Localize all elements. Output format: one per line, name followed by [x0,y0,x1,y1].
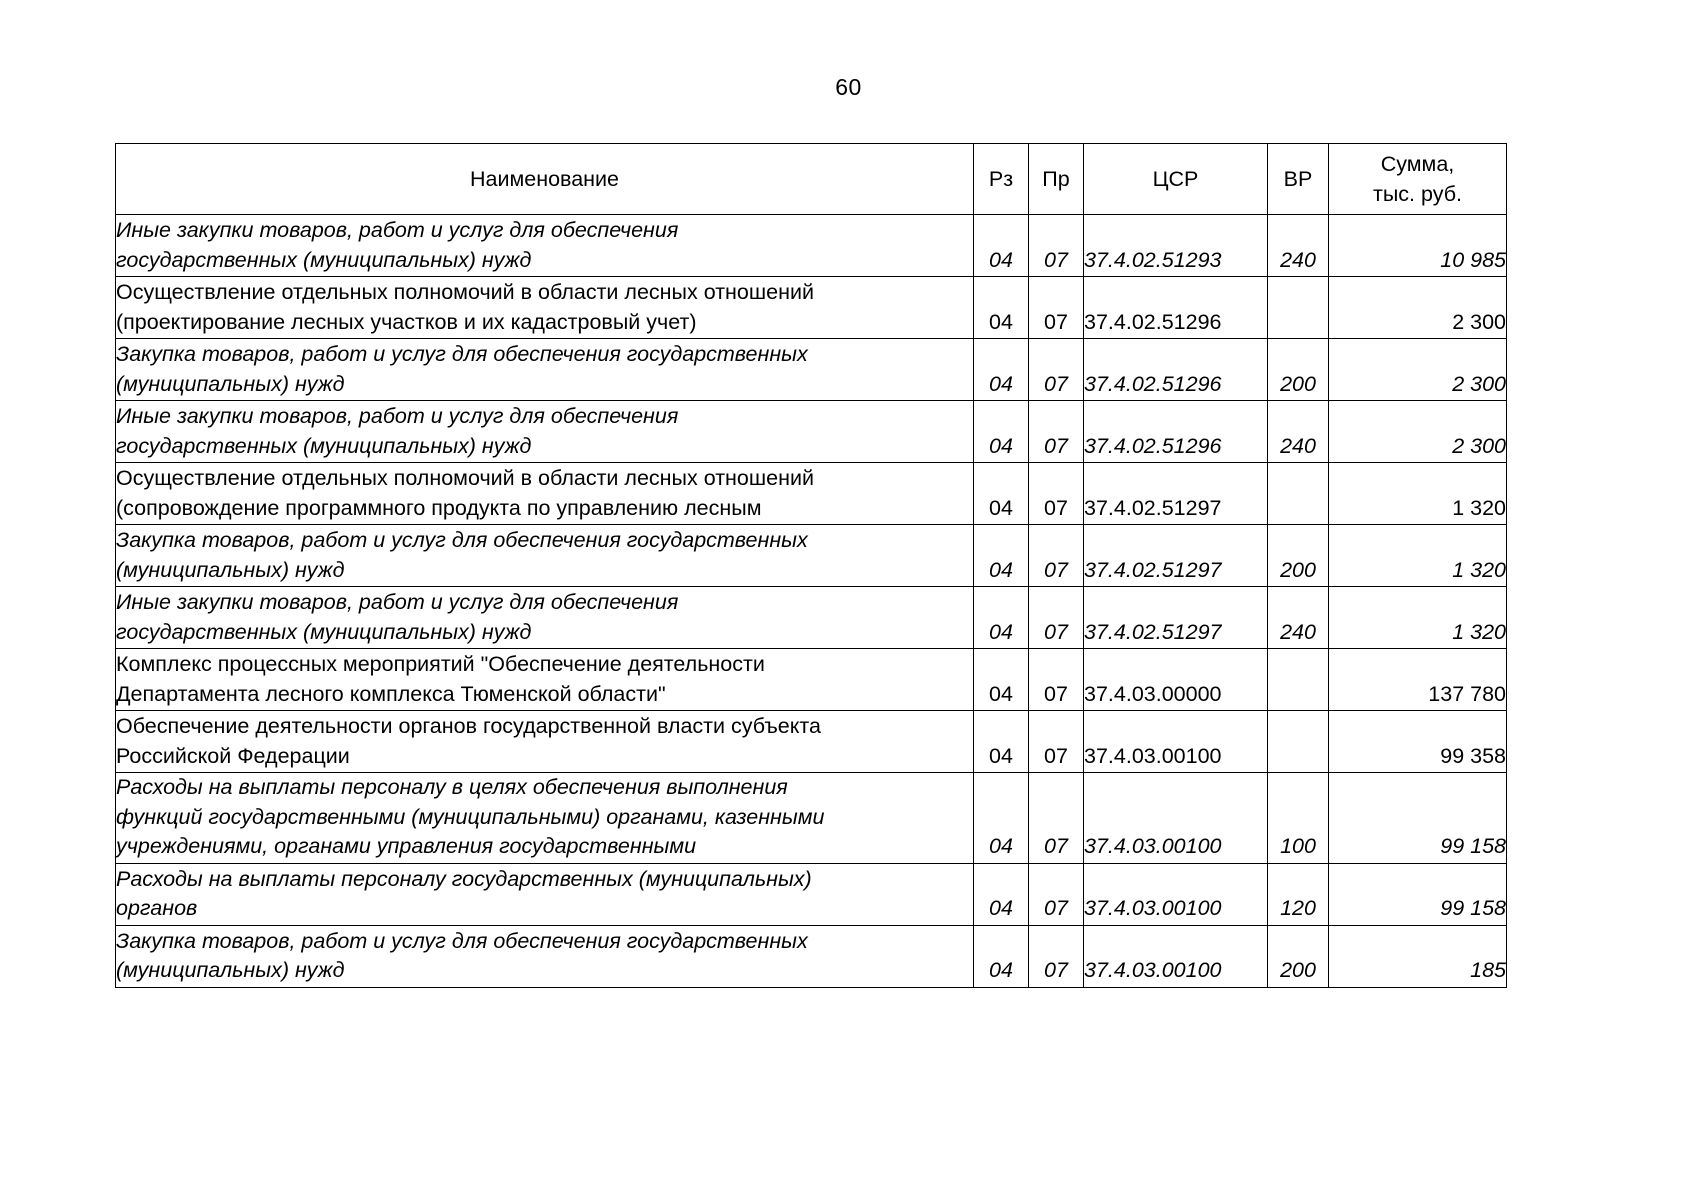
cell-name-line: Иные закупки товаров, работ и услуг для обеспечения [116,404,679,428]
cell-name [116,711,974,773]
cell-pr: 07 [1029,863,1084,925]
cell-name-line: государственных (муниципальных) нужд [116,619,532,644]
cell-name-line: Иные закупки товаров, работ и услуг для обеспечения [116,218,679,242]
cell-rz: 04 [974,401,1029,463]
cell-vr: 200 [1268,525,1329,587]
cell-sum: 99 158 [1329,863,1507,925]
cell-sum: 2 300 [1329,401,1507,463]
cell-pr: 07 [1029,773,1084,864]
cell-sum: 99 158 [1329,773,1507,864]
cell-name-line: Расходы на выплаты персоналу в целях обеспечения выполнения [116,775,788,799]
cell-sum: 2 300 [1329,339,1507,401]
table-row [116,215,1507,277]
table-row [116,463,1507,525]
cell-csr: 37.4.02.51296 [1084,401,1268,463]
cell-vr [1268,649,1329,711]
cell-pr: 07 [1029,925,1084,987]
cell-name [116,925,974,987]
cell-name-line: функций государственными (муниципальными) органами, казенными [116,804,825,829]
cell-csr: 37.4.03.00000 [1084,649,1268,711]
cell-vr: 120 [1268,863,1329,925]
cell-sum: 185 [1329,925,1507,987]
cell-rz: 04 [974,863,1029,925]
cell-name-line: Иные закупки товаров, работ и услуг для обеспечения [116,590,679,614]
cell-name [116,863,974,925]
cell-csr: 37.4.02.51296 [1084,277,1268,339]
header-sum-line2: тыс. руб. [1373,182,1462,206]
budget-table [115,143,1507,988]
table-row [116,773,1507,864]
cell-name [116,215,974,277]
table-row [116,925,1507,987]
cell-rz: 04 [974,525,1029,587]
header-name: Наименование [116,144,974,215]
cell-name-line: Закупка товаров, работ и услуг для обеспечения государственных [116,528,808,552]
cell-pr: 07 [1029,277,1084,339]
cell-name-line: органов [116,896,198,920]
cell-name-line: учреждениями, органами управления государственными [116,834,697,858]
cell-name-line: Департамента лесного комплекса Тюменской области" [116,681,666,706]
cell-name-line: (муниципальных) нужд [116,371,345,396]
cell-rz: 04 [974,649,1029,711]
cell-csr: 37.4.02.51297 [1084,525,1268,587]
cell-pr: 07 [1029,339,1084,401]
cell-name-line: (муниципальных) нужд [116,958,345,982]
cell-pr: 07 [1029,525,1084,587]
cell-csr: 37.4.03.00100 [1084,863,1268,925]
cell-name-line: Российской Федерации [116,743,350,768]
cell-rz: 04 [974,587,1029,649]
cell-name [116,587,974,649]
cell-pr: 07 [1029,649,1084,711]
cell-name [116,401,974,463]
cell-sum: 10 985 [1329,215,1507,277]
cell-pr: 07 [1029,463,1084,525]
cell-rz: 04 [974,215,1029,277]
cell-sum: 1 320 [1329,525,1507,587]
cell-rz: 04 [974,773,1029,864]
table-row [116,339,1507,401]
cell-pr: 07 [1029,401,1084,463]
table-row [116,863,1507,925]
cell-csr: 37.4.02.51297 [1084,587,1268,649]
cell-csr: 37.4.02.51297 [1084,463,1268,525]
header-csr: ЦСР [1084,144,1268,215]
table-row [116,711,1507,773]
cell-vr: 240 [1268,215,1329,277]
cell-vr: 200 [1268,925,1329,987]
cell-name-line: (проектирование лесных участков и их кадастровый учет) [116,309,697,334]
cell-vr: 200 [1268,339,1329,401]
cell-pr: 07 [1029,711,1084,773]
cell-vr: 240 [1268,587,1329,649]
cell-sum: 1 320 [1329,587,1507,649]
cell-sum: 137 780 [1329,649,1507,711]
header-sum-line1: Сумма, [1380,152,1455,176]
cell-csr: 37.4.02.51293 [1084,215,1268,277]
cell-pr: 07 [1029,215,1084,277]
cell-name-line: Закупка товаров, работ и услуг для обеспечения государственных [116,342,808,366]
cell-name-line: государственных (муниципальных) нужд [116,433,532,458]
cell-csr: 37.4.02.51296 [1084,339,1268,401]
cell-name-line: (сопровождение программного продукта по управлению лесным [116,495,762,520]
cell-csr: 37.4.03.00100 [1084,925,1268,987]
cell-name [116,339,974,401]
cell-name [116,773,974,864]
table-row [116,277,1507,339]
page-number: 60 [835,74,862,100]
header-pr: Пр [1029,144,1084,215]
cell-name-line: государственных (муниципальных) нужд [116,247,532,272]
header-rz: Рз [974,144,1029,215]
table-body [116,215,1507,988]
cell-name [116,525,974,587]
cell-name-line: Обеспечение деятельности органов государственной власти субъекта [116,714,821,738]
cell-name-line: (муниципальных) нужд [116,557,345,582]
cell-name-line: Расходы на выплаты персоналу государственных (муниципальных) [116,866,812,891]
table-row [116,587,1507,649]
cell-rz: 04 [974,463,1029,525]
cell-name-line: Комплекс процессных мероприятий "Обеспечение деятельности [116,652,765,676]
cell-csr: 37.4.03.00100 [1084,711,1268,773]
cell-name-line: Осуществление отдельных полномочий в области лесных отношений [116,466,814,490]
header-sum [1329,144,1507,215]
cell-name-line: Осуществление отдельных полномочий в области лесных отношений [116,280,814,304]
cell-vr: 240 [1268,401,1329,463]
cell-name [116,649,974,711]
cell-rz: 04 [974,925,1029,987]
table-row [116,401,1507,463]
table-row [116,525,1507,587]
cell-pr: 07 [1029,587,1084,649]
table-row [116,649,1507,711]
cell-vr: 100 [1268,773,1329,864]
cell-sum: 1 320 [1329,463,1507,525]
cell-vr [1268,711,1329,773]
cell-rz: 04 [974,711,1029,773]
table-header-row [116,144,1507,215]
cell-rz: 04 [974,339,1029,401]
cell-csr: 37.4.03.00100 [1084,773,1268,864]
cell-rz: 04 [974,277,1029,339]
cell-vr [1268,463,1329,525]
cell-vr [1268,277,1329,339]
cell-name [116,463,974,525]
cell-sum: 99 358 [1329,711,1507,773]
header-vr: ВР [1268,144,1329,215]
cell-name-line: Закупка товаров, работ и услуг для обеспечения государственных [116,928,808,953]
cell-name [116,277,974,339]
cell-sum: 2 300 [1329,277,1507,339]
